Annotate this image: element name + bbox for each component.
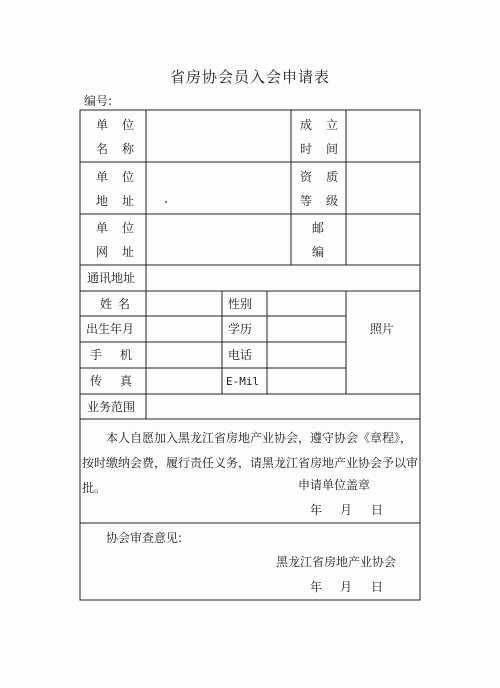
form-title: 省房协会员入会申请表 <box>169 68 330 86</box>
declaration-month-label: 月 <box>340 503 353 517</box>
business-scope-label: 业务范围 <box>87 400 136 414</box>
declaration-year-label: 年 <box>310 503 323 517</box>
review-month-label: 月 <box>340 580 353 594</box>
review-year-label: 年 <box>310 580 323 594</box>
unit-address-label-line1: 单位 <box>96 170 149 184</box>
photo-label: 照片 <box>370 322 395 336</box>
review-org: 黑龙江省房地产业协会 <box>276 555 397 569</box>
scan-speck <box>165 201 167 203</box>
review-label: 协会审查意见: <box>106 531 183 545</box>
mailing-address-label: 通讯地址 <box>87 271 136 285</box>
birth-date-label: 出生年月 <box>86 322 135 336</box>
seal-label: 申请单位盖章 <box>298 478 371 492</box>
education-label: 学历 <box>228 322 253 336</box>
email-label: E-Mil <box>226 375 260 388</box>
unit-website-label-line1: 单位 <box>96 221 149 235</box>
mobile-label: 手机 <box>90 348 151 362</box>
phone-label: 电话 <box>228 348 253 362</box>
postal-code-label-line2: 编 <box>312 245 325 259</box>
gender-label: 性别 <box>228 297 253 311</box>
name-label: 姓名 <box>100 297 137 311</box>
postal-code-label-line1: 邮 <box>312 221 325 235</box>
declaration-text: 本人自愿加入黑龙江省房地产业协会，遵守协会《章程》，按时缴纳会费，履行责任义务，请黑龙江省房地产业协会予以审批。 <box>82 431 419 495</box>
fax-label: 传真 <box>90 374 151 388</box>
established-time-label-line1: 成立 <box>300 118 353 132</box>
unit-website-label-line2: 网址 <box>96 245 149 259</box>
unit-address-label-line2: 地址 <box>96 194 149 208</box>
serial-number-label: 编号: <box>84 94 113 108</box>
established-time-label-line2: 时间 <box>300 142 353 156</box>
qualification-grade-label-line1: 资质 <box>300 170 353 184</box>
unit-name-label-line1: 单位 <box>96 118 149 132</box>
unit-name-label-line2: 名称 <box>96 142 149 156</box>
declaration-day-label: 日 <box>371 503 384 517</box>
review-day-label: 日 <box>371 580 384 594</box>
qualification-grade-label-line2: 等级 <box>300 194 353 208</box>
